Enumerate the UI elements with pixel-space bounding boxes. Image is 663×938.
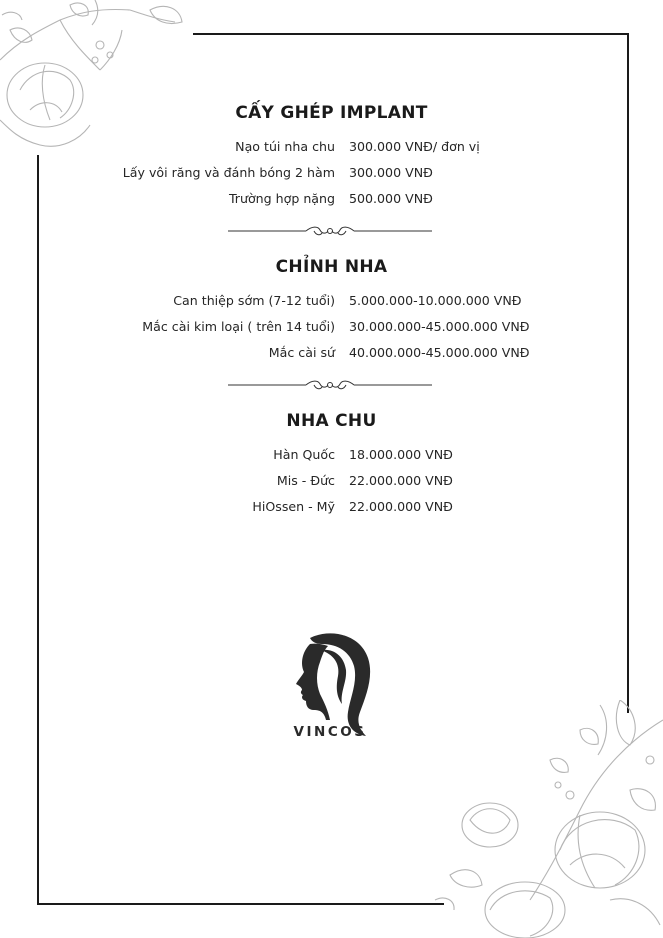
service-price: 22.000.000 VNĐ <box>349 499 453 514</box>
service-price: 22.000.000 VNĐ <box>349 473 453 488</box>
service-label: HiOssen - Mỹ <box>252 499 335 514</box>
price-row <box>0 293 663 313</box>
service-label: Nạo túi nha chu <box>235 139 335 154</box>
price-row <box>0 191 663 211</box>
service-label: Mis - Đức <box>276 473 335 488</box>
price-row <box>0 165 663 185</box>
service-price: 40.000.000-45.000.000 VNĐ <box>349 345 530 360</box>
service-label: Hàn Quốc <box>273 447 335 462</box>
floral-bottom-right-decoration <box>430 700 663 938</box>
service-label: Mắc cài kim loại ( trên 14 tuổi) <box>142 319 335 334</box>
service-price: 500.000 VNĐ <box>349 191 433 206</box>
ornament-divider <box>228 224 432 238</box>
section-title-periodontics: NHA CHU <box>286 411 377 431</box>
service-label: Lấy vôi răng và đánh bóng 2 hàm <box>122 165 335 180</box>
brand-name: VINCOS <box>293 724 367 740</box>
service-label: Mắc cài sứ <box>268 345 335 360</box>
service-price: 30.000.000-45.000.000 VNĐ <box>349 319 530 334</box>
price-row <box>0 473 663 493</box>
price-row <box>0 345 663 365</box>
service-price: 18.000.000 VNĐ <box>349 447 453 462</box>
frame-right-line <box>627 33 629 713</box>
price-row <box>0 499 663 519</box>
section-title-orthodontics: CHỈNH NHA <box>275 257 388 277</box>
section-title-implant: CẤY GHÉP IMPLANT <box>235 103 428 123</box>
price-row <box>0 319 663 339</box>
service-label: Trường hợp nặng <box>228 191 335 206</box>
frame-top-line <box>193 33 629 35</box>
ornament-divider <box>228 378 432 392</box>
service-price: 300.000 VNĐ/ đơn vị <box>349 139 480 154</box>
frame-bottom-line <box>37 903 444 905</box>
service-price: 5.000.000-10.000.000 VNĐ <box>349 293 522 308</box>
price-row <box>0 139 663 159</box>
service-label: Can thiệp sớm (7-12 tuổi) <box>173 293 335 308</box>
service-price: 300.000 VNĐ <box>349 165 433 180</box>
price-row <box>0 447 663 467</box>
